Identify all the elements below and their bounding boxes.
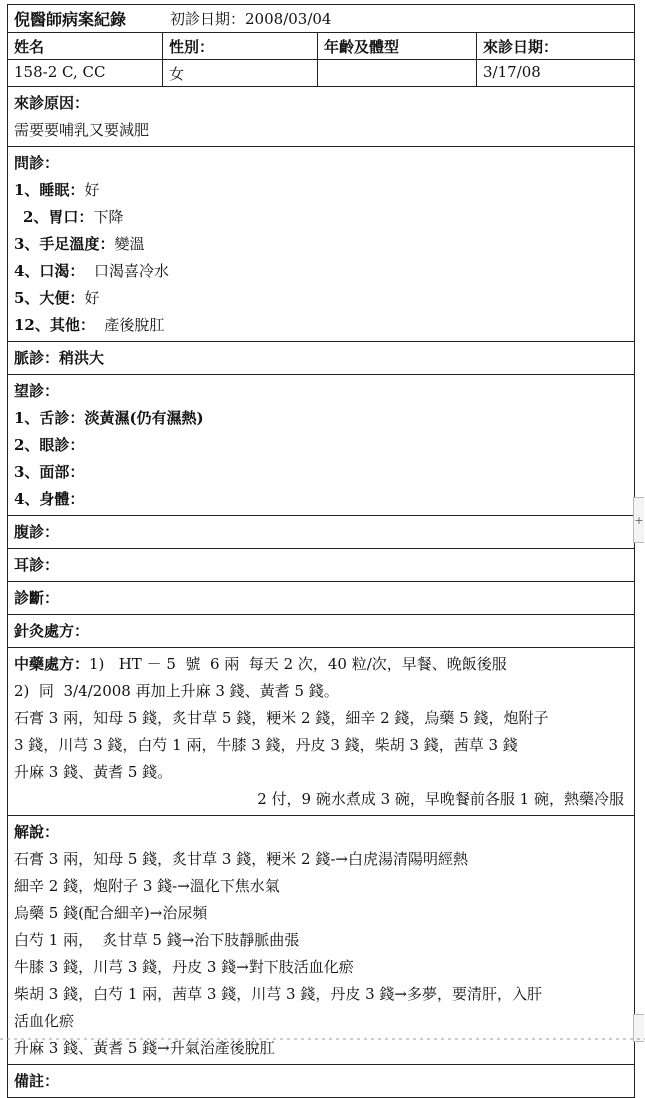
acupuncture-label: 針灸處方： — [14, 622, 90, 640]
herbal-line: 升麻 3 錢、黃耆 5 錢。 — [14, 763, 173, 781]
record-header — [8, 4, 634, 32]
explanation-line: 細辛 2 錢，炮附子 3 錢-→溫化下焦水氣 — [14, 877, 280, 895]
herbal-line: 中藥處方：1) HT － 5 號 6 兩 每天 2 次，40 粒/次，早餐、晚飯後服 — [14, 655, 507, 673]
explanation-section — [8, 815, 634, 1064]
diagnosis-label: 診斷： — [14, 589, 60, 607]
acupuncture-section — [8, 614, 634, 647]
inquiry-item: 5、大便：好 — [14, 289, 100, 307]
inspection-item: 3、面部： — [14, 463, 85, 481]
herbal-line: 石膏 3 兩，知母 5 錢，炙甘草 5 錢，粳米 2 錢，細辛 2 錢，烏藥 5 錢，炮附子 — [14, 709, 549, 727]
inquiry-item: 3、手足溫度：變溫 — [14, 235, 145, 253]
reason-section — [8, 86, 634, 146]
herbal-label: 中藥處方： — [14, 655, 90, 673]
inquiry-item: 12、其他： 產後脫肛 — [14, 316, 165, 334]
remarks-section — [8, 1064, 634, 1098]
inquiry-label: 問診： — [14, 154, 60, 172]
visit-date-value: 3/17/08 — [483, 63, 541, 81]
explanation-line: 白芍 1 兩， 炙甘草 5 錢→治下肢靜脈曲張 — [14, 931, 300, 949]
plus-icon: + — [634, 513, 644, 527]
gender-value: 女 — [163, 60, 318, 86]
inquiry-item: 1、睡眠：好 — [14, 181, 100, 199]
info-header-row — [8, 32, 634, 59]
herbal-line: 2) 同 3/4/2008 再加上升麻 3 錢、黃耆 5 錢。 — [14, 682, 339, 700]
explanation-line: 活血化瘀 — [14, 1012, 75, 1030]
record-title: 倪醫師病案紀錄 — [14, 10, 127, 29]
ear-label: 耳診： — [14, 556, 60, 574]
reason-text: 需要要哺乳又要減肥 — [14, 121, 150, 139]
inquiry-section — [8, 146, 634, 341]
patient-name-value: 158-2 C, CC — [8, 60, 163, 86]
side-expand-button[interactable] — [633, 497, 644, 543]
first-visit-date: 初診日期：2008/03/04 — [170, 10, 332, 28]
page-bottom-edge — [0, 1037, 645, 1042]
medical-record-document — [7, 4, 635, 1098]
pulse-diagnosis: 脈診：稍洪大 — [14, 349, 105, 367]
inquiry-item: 4、口渴： 口渴喜冷水 — [14, 262, 169, 280]
herbal-dosage-line: 2 付，9 碗水煮成 3 碗，早晚餐前各服 1 碗，熱藥冷服 — [257, 790, 624, 808]
herbal-line: 3 錢，川芎 3 錢，白芍 1 兩，牛膝 3 錢，丹皮 3 錢，柴胡 3 錢，茜草 3 錢 — [14, 736, 518, 754]
ear-section — [8, 548, 634, 581]
age-build-value — [318, 60, 477, 86]
info-value-row — [8, 59, 634, 86]
inspection-item: 2、眼診： — [14, 436, 85, 454]
inquiry-item: 2、胃口：下降 — [23, 208, 124, 226]
visit-date-header: 來診日期： — [483, 38, 559, 56]
inspection-item: 4、身體： — [14, 490, 85, 508]
explanation-line: 牛膝 3 錢，川芎 3 錢，丹皮 3 錢→對下肢活血化瘀 — [14, 958, 354, 976]
reason-label: 來診原因： — [14, 94, 90, 112]
abdomen-label: 腹診： — [14, 523, 60, 541]
inspection-item: 1、舌診：淡黃濕(仍有濕熱) — [14, 409, 204, 427]
explanation-line: 烏藥 5 錢(配合細辛)→治尿頻 — [14, 904, 208, 922]
pulse-section — [8, 341, 634, 374]
explanation-line: 石膏 3 兩，知母 5 錢，炙甘草 3 錢，粳米 2 錢-→白虎湯清陽明經熱 — [14, 850, 468, 868]
gender-header: 性別： — [163, 33, 318, 59]
explanation-line: 柴胡 3 錢，白芍 1 兩，茜草 3 錢，川芎 3 錢，丹皮 3 錢→多夢，要清肝，入肝 — [14, 985, 542, 1003]
inspection-label: 望診： — [14, 382, 60, 400]
explanation-line: 升麻 3 錢、黃耆 5 錢→升氣治產後脫肛 — [14, 1039, 275, 1057]
explanation-label: 解說： — [14, 823, 60, 841]
inspection-section — [8, 374, 634, 515]
diagnosis-section — [8, 581, 634, 614]
remarks-label: 備註： — [14, 1072, 60, 1090]
herbal-section — [8, 647, 634, 815]
name-header: 姓名 — [8, 33, 163, 59]
abdomen-section — [8, 515, 634, 548]
age-build-header: 年齡及體型 — [318, 33, 477, 59]
